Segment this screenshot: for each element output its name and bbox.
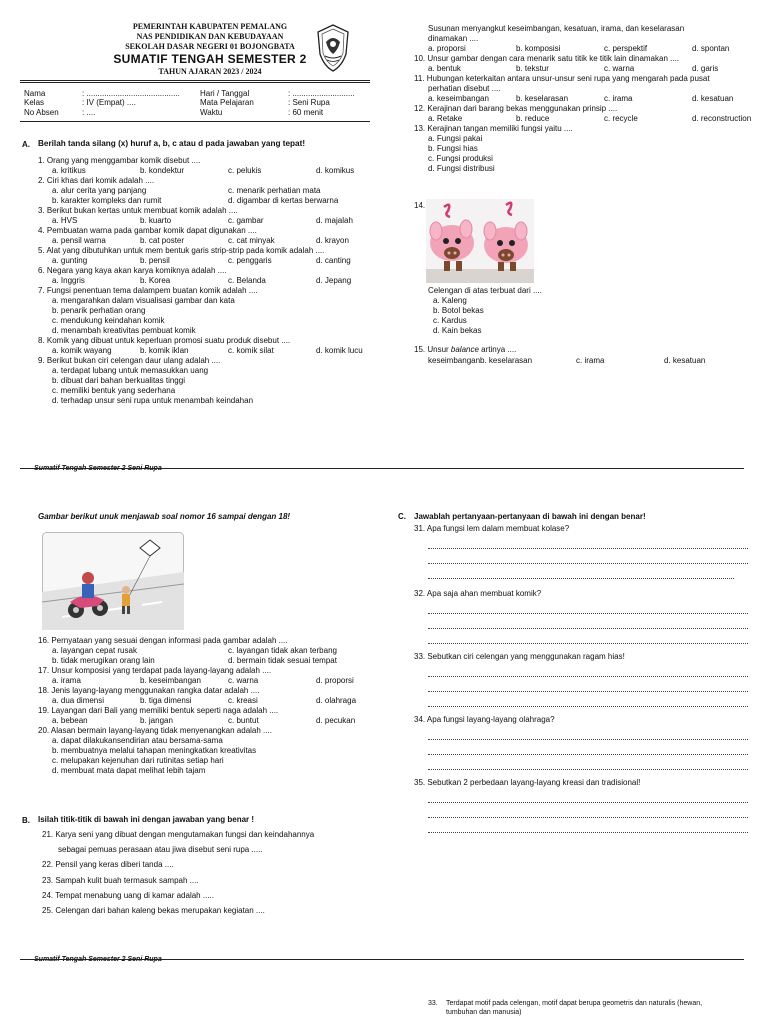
- option-4a[interactable]: a. pensil warna: [52, 236, 106, 245]
- option-16a[interactable]: a. layangan cepat rusak: [52, 646, 137, 655]
- option-12d[interactable]: d. reconstruction: [692, 114, 752, 123]
- option-18c[interactable]: c. kreasi: [228, 696, 258, 705]
- label-hari: Hari / Tanggal: [200, 89, 250, 98]
- option-pre10a[interactable]: a. proporsi: [428, 44, 466, 53]
- option-8c[interactable]: c. komik silat: [228, 346, 274, 355]
- section-b-questions: [42, 827, 376, 918]
- regency-crest-logo: [316, 24, 350, 72]
- option-3d[interactable]: d. majalah: [316, 216, 353, 225]
- option-5b[interactable]: b. pensil: [140, 256, 170, 265]
- option-1a[interactable]: a. kritikus: [52, 166, 86, 175]
- question-10: 10. Unsur gambar dengan cara menarik satu titik ke titik lain dinamakan ....: [414, 54, 680, 63]
- answer-31[interactable]: [414, 534, 748, 579]
- option-14c[interactable]: c. Kardus: [433, 316, 467, 325]
- option-13c[interactable]: c. Fungsi produksi: [428, 154, 493, 163]
- option-7b[interactable]: b. penarik perhatian orang: [52, 306, 146, 315]
- question-32: 32. Apa saja ahan membuat komik?: [414, 589, 542, 598]
- question-16: 16. Pernyataan yang sesuai dengan informasi pada gambar adalah ....: [38, 636, 288, 645]
- question-25: 25. Celengan dari bahan kaleng bekas merupakan kegiatan ....: [42, 905, 265, 915]
- field-mapel: : Seni Rupa: [288, 98, 330, 107]
- option-9b[interactable]: b. dibuat dari bahan berkualitas tinggi: [52, 376, 185, 385]
- option-18a[interactable]: a. dua dimensi: [52, 696, 105, 705]
- option-10b[interactable]: b. tekstur: [516, 64, 549, 73]
- question-14-number: 14.: [414, 201, 426, 210]
- option-20d[interactable]: d. membuat mata dapat melihat lebih tajam: [52, 766, 206, 775]
- option-6d[interactable]: d. Jepang: [316, 276, 352, 285]
- option-14a[interactable]: a. Kaleng: [433, 296, 467, 305]
- option-11c[interactable]: c. irama: [604, 94, 633, 103]
- option-9d[interactable]: d. terhadap unsur seni rupa untuk menambah keindahan: [52, 396, 254, 405]
- option-9a[interactable]: a. terdapat lubang untuk memasukkan uang: [52, 366, 209, 375]
- question-4: 4. Pembuatan warna pada gambar komik dapat digunakan ....: [38, 226, 257, 235]
- option-13d[interactable]: d. Fungsi distribusi: [428, 164, 495, 173]
- header-line-1: PEMERINTAH KABUPATEN PEMALANG: [132, 22, 288, 31]
- page-footer-2: [34, 956, 162, 965]
- question-20: 20. Alasan bermain layang-layang tidak menyenangkan adalah ....: [38, 726, 272, 735]
- question-21: 21. Karya seni yang dibuat dengan mengutamakan fungsi dan keindahannya: [42, 830, 315, 839]
- question-11-cont: perhatian disebut ....: [428, 84, 501, 93]
- answer-35[interactable]: [414, 788, 748, 833]
- question-22: 22. Pensil yang keras diberi tanda ....: [42, 860, 174, 870]
- question-34: 34. Apa fungsi layang-layang olahraga?: [414, 715, 555, 724]
- question-17: 17. Unsur komposisi yang terdapat pada layang-layang adalah ....: [38, 666, 272, 675]
- option-1d[interactable]: d. komikus: [316, 166, 355, 175]
- section-a-letter: A.: [22, 140, 30, 149]
- piggy-bank-illustration: [426, 199, 534, 283]
- option-1c[interactable]: c. pelukis: [228, 166, 262, 175]
- section-a-questions: [38, 156, 378, 406]
- option-6b[interactable]: b. Korea: [140, 276, 171, 285]
- field-hari[interactable]: : ............................: [288, 89, 355, 98]
- question-6: 6. Negara yang kaya akan karya komiknya adalah ....: [38, 266, 227, 275]
- option-20c[interactable]: c. melupakan kejenuhan dari rutinitas setiap hari: [52, 756, 224, 765]
- option-17b[interactable]: b. keseimbangan: [140, 676, 201, 685]
- question-19: 19. Layangan dari Bali yang memiliki bentuk seperti naga adalah ....: [38, 706, 279, 715]
- question-33: 33. Sebutkan ciri celengan yang menggunakan ragam hias!: [414, 652, 625, 661]
- question-1: 1. Orang yang menggambar komik disebut ....: [38, 156, 201, 165]
- option-7c[interactable]: c. mendukung keindahan komik: [52, 316, 165, 325]
- option-17a[interactable]: a. irama: [52, 676, 81, 685]
- header-line-3: SEKOLAH DASAR NEGERI 01 BOJONGBATA: [125, 42, 295, 51]
- question-7: 7. Fungsi penentuan tema dalampem buatan komik adalah ....: [38, 286, 258, 295]
- answer-32[interactable]: [414, 599, 748, 644]
- option-3c[interactable]: c. gambar: [228, 216, 264, 225]
- option-19b[interactable]: b. jangan: [140, 716, 173, 725]
- option-16d[interactable]: d. bermain tidak sesuai tempat: [228, 656, 337, 665]
- option-20b[interactable]: b. membuatnya melalui tahapan meningkatkan kreativitas: [52, 746, 257, 755]
- option-1b[interactable]: b. kondektur: [140, 166, 185, 175]
- field-waktu: : 60 menit: [288, 108, 324, 117]
- option-19a[interactable]: a. bebean: [52, 716, 88, 725]
- question-21-cont: sebagai pemuas perasaan atau jiwa disebut seni rupa .....: [58, 845, 263, 855]
- section-b-letter: B.: [22, 816, 30, 825]
- kite-street-illustration: [42, 532, 184, 630]
- option-8a[interactable]: a. komik wayang: [52, 346, 112, 355]
- option-15c[interactable]: c. irama: [576, 356, 605, 365]
- option-8d[interactable]: d. komik lucu: [316, 346, 363, 355]
- question-8: 8. Komik yang dibuat untuk keperluan promosi suatu produk disebut ....: [38, 336, 291, 345]
- option-13b[interactable]: b. Fungsi hias: [428, 144, 478, 153]
- option-2c[interactable]: c. menarik perhatian mata: [228, 186, 321, 195]
- question-2: 2. Ciri khas dari komik adalah ....: [38, 176, 155, 185]
- questions-16-20: [38, 636, 378, 776]
- answer-33[interactable]: [414, 662, 748, 707]
- option-2b[interactable]: b. karakter kompleks dan rumit: [52, 196, 162, 205]
- options-1: [38, 166, 378, 176]
- picture-instruction: Gambar berikut unuk menjawab soal nomor 16 sampai dengan 18!: [38, 512, 291, 521]
- label-mapel: Mata Pelajaran: [200, 98, 254, 107]
- option-14b[interactable]: b. Botol bekas: [433, 306, 484, 315]
- question-10-stem-1: Susunan menyangkut keseimbangan, kesatuan, irama, dan keselarasan: [428, 24, 685, 33]
- option-4c[interactable]: c. cat minyak: [228, 236, 275, 245]
- option-11a[interactable]: a. keseimbangan: [428, 94, 489, 103]
- option-16c[interactable]: c. layangan tidak akan terbang: [228, 646, 337, 655]
- question-23: 23. Sampah kulit buah termasuk sampah ....: [42, 875, 199, 885]
- question-31: 31. Apa fungsi lem dalam membuat kolase?: [414, 524, 570, 533]
- question-18: 18. Jenis layang-layang menggunakan rangka datar adalah ....: [38, 686, 260, 695]
- field-nama[interactable]: : ..........................................: [82, 89, 180, 98]
- option-2d[interactable]: d. digambar di kertas berwarna: [228, 196, 339, 205]
- option-18b[interactable]: b. tiga dimensi: [140, 696, 192, 705]
- option-20a[interactable]: a. dapat dilakukansendirian atau bersama-sama: [52, 736, 223, 745]
- option-4d[interactable]: d. krayon: [316, 236, 349, 245]
- option-15ab[interactable]: keseimbanganb. keselarasan: [428, 356, 533, 365]
- section-a-title: Berilah tanda silang (x) huruf a, b, c atau d pada jawaban yang tepat!: [38, 139, 306, 148]
- option-19c[interactable]: c. buntut: [228, 716, 259, 725]
- option-14d[interactable]: d. Kain bekas: [433, 326, 482, 335]
- answer-34[interactable]: [414, 725, 748, 770]
- answer-key-33-line-2: tumbuhan dan manusia): [446, 1008, 522, 1016]
- answer-key-33: [446, 1000, 756, 1018]
- option-12a[interactable]: a. Retake: [428, 114, 463, 123]
- option-pre10b[interactable]: b. komposisi: [516, 44, 561, 53]
- school-year: TAHUN AJARAN 2023 / 2024: [158, 67, 262, 76]
- label-waktu: Waktu: [200, 108, 223, 117]
- question-10-stem-2: dinamakan ....: [428, 34, 479, 43]
- option-17d[interactable]: d. proporsi: [316, 676, 354, 685]
- question-9: 9. Berikut bukan ciri celengan daur ulang adalah ....: [38, 356, 221, 365]
- option-16b[interactable]: b. tidak merugikan orang lain: [52, 656, 155, 665]
- option-6a[interactable]: a. Inggris: [52, 276, 85, 285]
- option-5a[interactable]: a. gunting: [52, 256, 88, 265]
- question-15: 15. Unsur balance artinya ....: [414, 345, 517, 354]
- option-18d[interactable]: d. olahraga: [316, 696, 357, 705]
- option-6c[interactable]: c. Belanda: [228, 276, 266, 285]
- section-c-title: Jawablah pertanyaan-pertanyaan di bawah ini dengan benar!: [414, 512, 646, 521]
- option-19d[interactable]: d. pecukan: [316, 716, 356, 725]
- question-13: 13. Kerajinan tangan memiliki fungsi yaitu ....: [414, 124, 573, 133]
- option-17c[interactable]: c. warna: [228, 676, 259, 685]
- option-7a[interactable]: a. mengarahkan dalam visualisasi gambar dan kata: [52, 296, 235, 305]
- option-7d[interactable]: d. menambah kreativitas pembuat komik: [52, 326, 196, 335]
- field-kelas[interactable]: : IV (Empat) ....: [82, 98, 136, 107]
- section-b-title: Isilah titik-titik di bawah ini dengan jawaban yang benar !: [38, 815, 255, 824]
- option-9c[interactable]: c. memiliki bentuk yang sederhana: [52, 386, 176, 395]
- option-10d[interactable]: d. garis: [692, 64, 719, 73]
- option-5d[interactable]: d. canting: [316, 256, 351, 265]
- field-no-absen[interactable]: : ....: [82, 108, 96, 117]
- option-pre10c[interactable]: c. perspektif: [604, 44, 648, 53]
- question-11: 11. Hubungan keterkaitan antara unsur-unsur seni rupa yang mengarah pada pusat: [414, 74, 710, 83]
- question-5: 5. Alat yang dibutuhkan untuk mem bentuk garis strip-strip pada komik adalah ....: [38, 246, 325, 255]
- right-column-questions: [414, 24, 754, 174]
- option-3b[interactable]: b. kuarto: [140, 216, 172, 225]
- option-13a[interactable]: a. Fungsi pakai: [428, 134, 483, 143]
- option-10c[interactable]: c. warna: [604, 64, 635, 73]
- answer-key-33-line-1: Terdapat motif pada celengan, motif dapat berupa geometris dan naturalis (hewan,: [446, 1000, 703, 1007]
- section-c-questions: [414, 524, 748, 833]
- header-line-2: NAS PENDIDIKAN DAN KEBUDAYAAN: [136, 32, 284, 41]
- question-12: 12. Kerajinan dari barang bekas menggunakan prinsip ....: [414, 104, 618, 113]
- label-nama: Nama: [24, 89, 46, 98]
- label-kelas: Kelas: [24, 98, 45, 107]
- question-35: 35. Sebutkan 2 perbedaan layang-layang kreasi dan tradisional!: [414, 778, 641, 787]
- page-footer: [34, 465, 162, 474]
- option-8b[interactable]: b. komik iklan: [140, 346, 189, 355]
- option-3a[interactable]: a. HVS: [52, 216, 78, 225]
- label-no-absen: No Absen: [24, 108, 59, 117]
- option-pre10d[interactable]: d. spontan: [692, 44, 730, 53]
- option-10a[interactable]: a. bentuk: [428, 64, 461, 73]
- question-14-text: Celengan di atas terbuat dari ....: [428, 286, 542, 295]
- question-3: 3. Berikut bukan kertas untuk membuat komik adalah ....: [38, 206, 238, 215]
- option-12c[interactable]: c. recycle: [604, 114, 638, 123]
- option-11b[interactable]: b. keselarasan: [516, 94, 569, 103]
- exam-title: SUMATIF TENGAH SEMESTER 2: [113, 52, 307, 66]
- option-5c[interactable]: c. penggaris: [228, 256, 272, 265]
- option-15d[interactable]: d. kesatuan: [664, 356, 706, 365]
- option-12b[interactable]: b. reduce: [516, 114, 550, 123]
- section-c-letter: C.: [398, 512, 406, 521]
- question-24: 24. Tempat menabung uang di kamar adalah .....: [42, 890, 214, 900]
- option-2a[interactable]: a. alur cerita yang panjang: [52, 186, 147, 195]
- option-11d[interactable]: d. kesatuan: [692, 94, 734, 103]
- option-4b[interactable]: b. cat poster: [140, 236, 185, 245]
- answer-key-number-33: 33.: [428, 1000, 438, 1007]
